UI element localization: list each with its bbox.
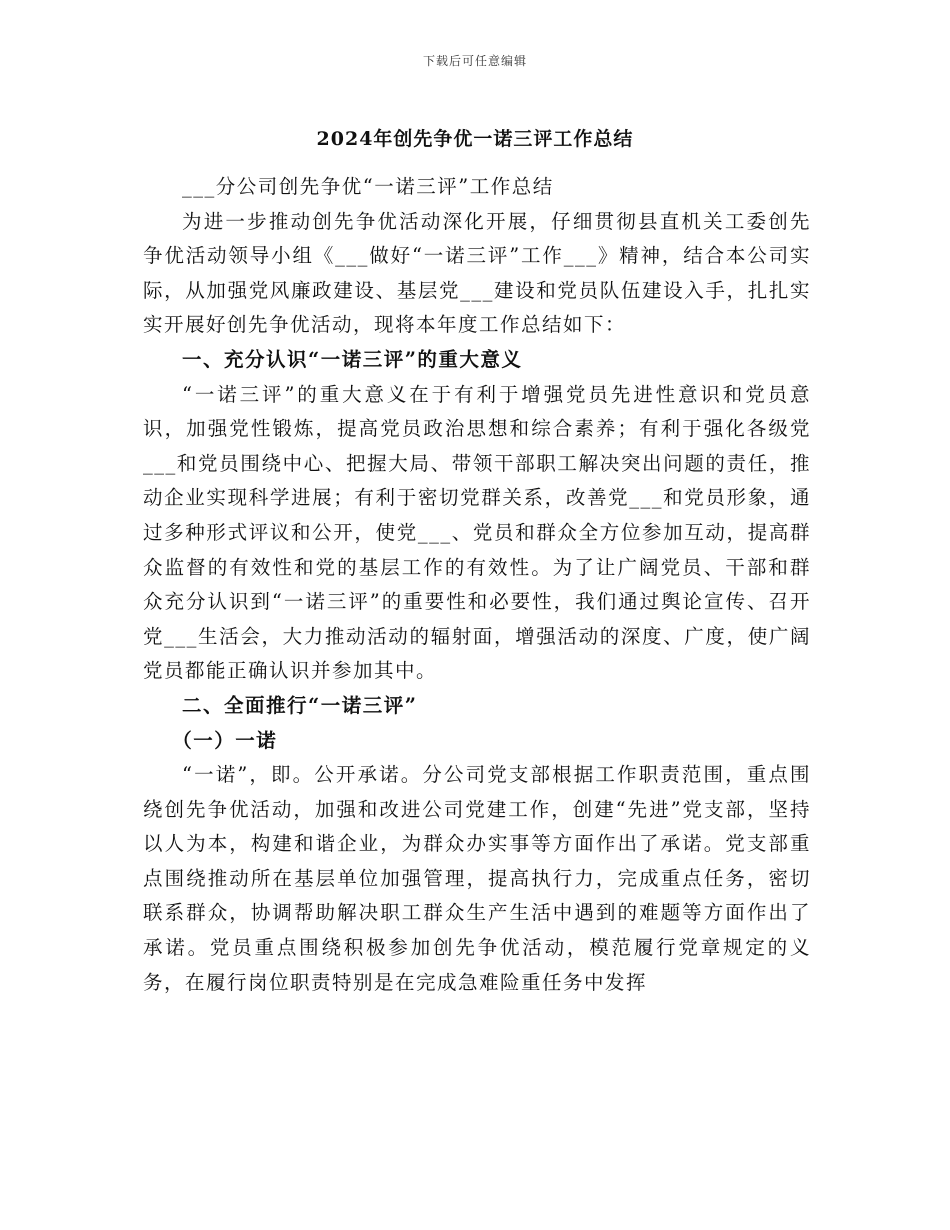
document-body [143,170,811,1000]
page-header-note: 下载后可任意编辑 [422,54,527,68]
subtitle-paragraph: ___分公司创先争优“一诺三评”工作总结 [182,175,554,198]
subsection-1-heading: （一）一诺 [172,728,278,752]
section-1-heading: 一、充分认识“一诺三评”的重大意义 [182,347,523,371]
section-1-paragraph: “一诺三评”的重大意义在于有利于增强党员先进性意识和党员意识，加强党性锻炼，提高党员政治思想和综合素养；有利于强化各级党___和党员围绕中心、把握大局、带领干部职工解决突出问题的责任，推动企业实现科学进展；有利于密切党群关系，改善党___和党员形象，通过多种形式评议和公开，使党___、党员和群众全方位参加互动，提高群众监督的有效性和党的基层工作的有效性。为了让广阔党员、干部和群众充分认识到“一诺三评”的重要性和必要性，我们通过舆论宣传、召开党___生活会，大力推动活动的辐射面，增强活动的深度、广度，使广阔党员都能正确认识并参加其中。 [143,382,811,683]
section-2-heading: 二、全面推行“一诺三评” [182,693,418,717]
subsection-1-paragraph: “一诺”，即。公开承诺。分公司党支部根据工作职责范围，重点围绕创先争优活动，加强和改进公司党建工作，创建“先进”党支部，坚持以人为本，构建和谐企业，为群众办实事等方面作出了承诺。党支部重点围绕推动所在基层单位加强管理，提高执行力，完成重点任务，密切联系群众，协调帮助解决职工群众生产生活中遇到的难题等方面作出了承诺。党员重点围绕积极参加创先争优活动，模范履行党章规定的义务，在履行岗位职责特别是在完成急难险重任务中发挥 [143,763,811,994]
intro-paragraph: 为进一步推动创先争优活动深化开展，仔细贯彻县直机关工委创先争优活动领导小组《___做好“一诺三评”工作___》精神，结合本公司实际，从加强党风廉政建设、基层党___建设和党员队伍建设入手，扎扎实实开展好创先争优活动，现将本年度工作总结如下： [143,209,811,337]
document-title: 2024年创先争优一诺三评工作总结 [316,128,634,150]
